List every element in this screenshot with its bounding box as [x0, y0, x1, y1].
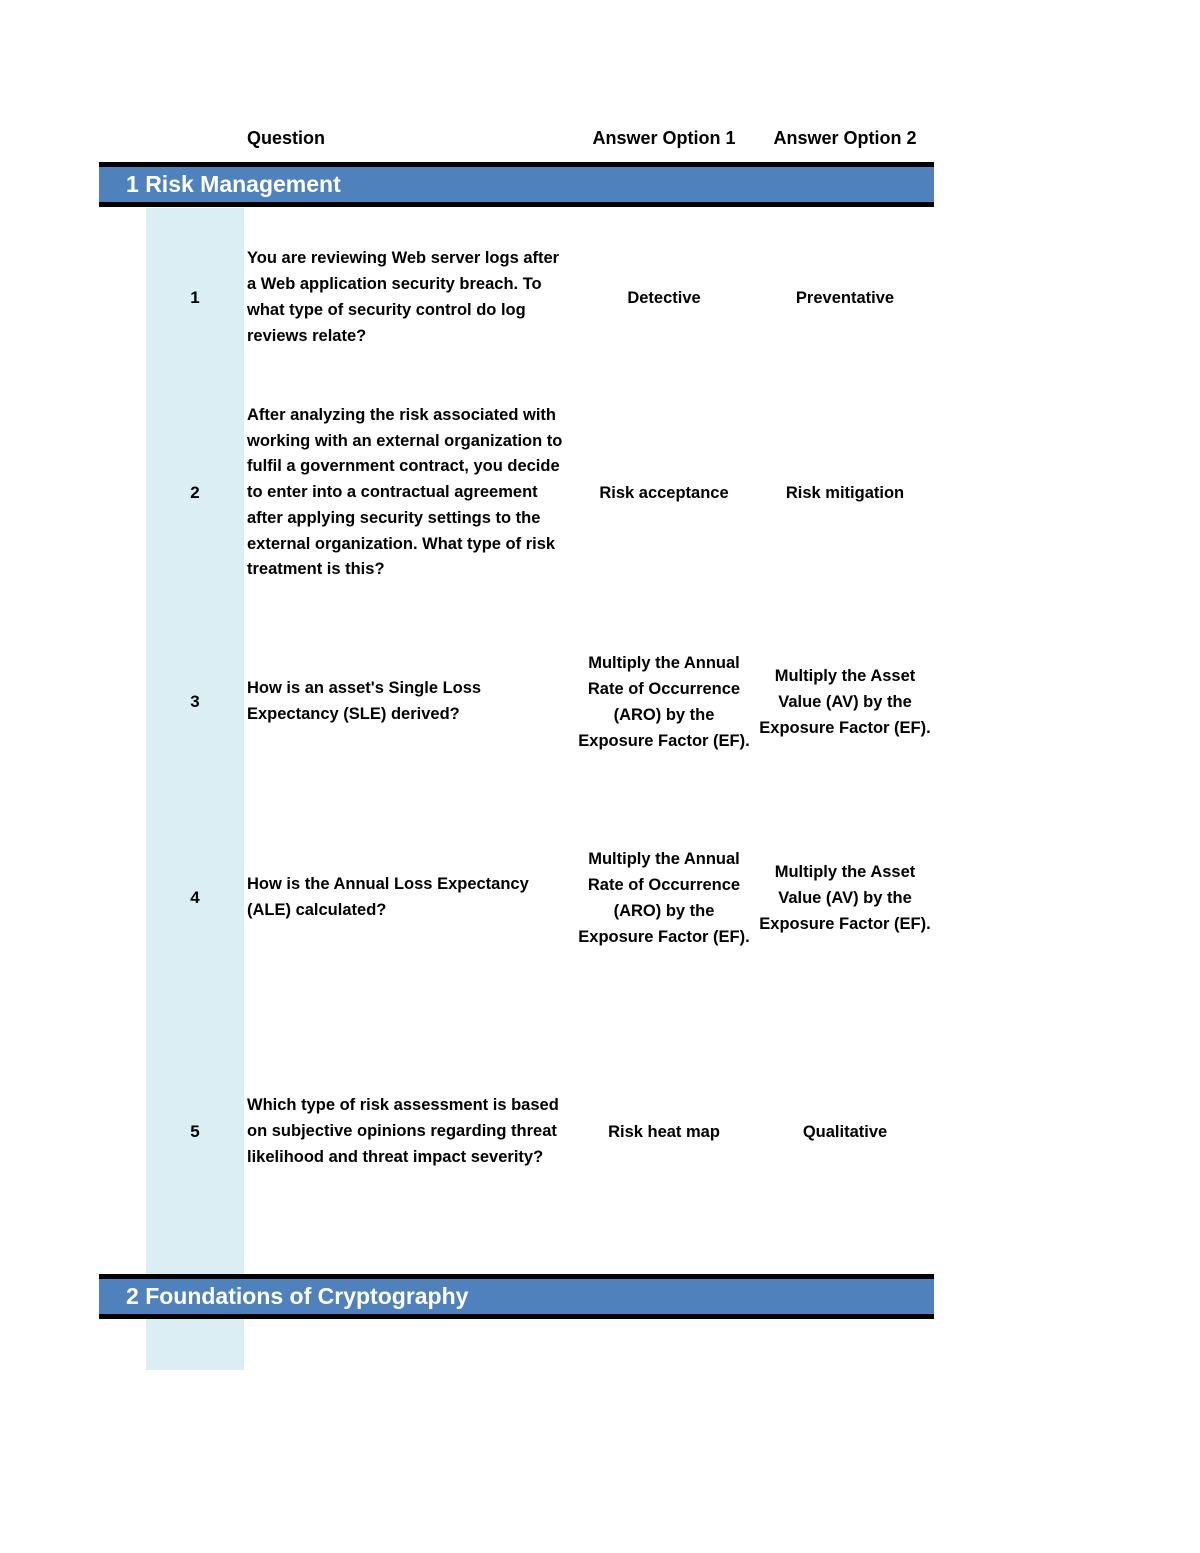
section-banner-risk-management — [99, 162, 934, 207]
table-row — [146, 1090, 934, 1174]
answer-option-2: Risk mitigation — [785, 484, 905, 502]
answer-option-2: Multiply the Asset Value (AV) by the Exposure Factor (EF). — [759, 863, 931, 933]
answer-option-2: Preventative — [795, 289, 895, 307]
question-text: How is the Annual Loss Expectancy (ALE) calculated? — [247, 875, 529, 919]
question-text: Which type of risk assessment is based on subjective opinions regarding threat likelihood and threat impact severity? — [247, 1096, 559, 1166]
question-number: 4 — [190, 888, 200, 907]
answer-option-2: Multiply the Asset Value (AV) by the Exposure Factor (EF). — [759, 667, 931, 737]
section-name: Risk Management — [145, 171, 341, 197]
section-name: Foundations of Cryptography — [145, 1283, 469, 1309]
column-header-answer-option-2: Answer Option 2 — [773, 128, 917, 148]
section-title — [126, 167, 341, 202]
question-number: 3 — [190, 692, 200, 711]
column-header-question: Question — [247, 128, 326, 148]
answer-option-1: Multiply the Annual Rate of Occurrence (ARO) by the Exposure Factor (EF). — [578, 654, 750, 750]
section-number: 1 — [126, 171, 139, 197]
section-title — [126, 1279, 468, 1314]
table-row — [146, 645, 934, 759]
question-number: 5 — [190, 1122, 200, 1141]
question-number: 1 — [190, 288, 200, 307]
number-column-background — [146, 208, 244, 1370]
answer-option-1: Multiply the Annual Rate of Occurrence (ARO) by the Exposure Factor (EF). — [578, 850, 750, 946]
section-number: 2 — [126, 1283, 139, 1309]
question-number: 2 — [190, 483, 200, 502]
table-row — [146, 402, 934, 584]
table-row — [146, 240, 934, 356]
question-text: After analyzing the risk associated with working with an external organization to fulfil a government contract, you decide to enter into a contractual agreement after applying security settings to the external organization. What type of risk treatment is this? — [247, 405, 563, 579]
question-text: How is an asset's Single Loss Expectancy (SLE) derived? — [247, 679, 482, 723]
question-text: You are reviewing Web server logs after a Web application security breach. To what type of security control do log reviews relate? — [247, 249, 560, 345]
answer-option-1: Risk acceptance — [599, 484, 729, 502]
column-header-answer-option-1: Answer Option 1 — [592, 128, 736, 148]
table-row — [146, 841, 934, 955]
section-banner-foundations-of-cryptography — [99, 1274, 934, 1319]
answer-option-1: Detective — [627, 289, 701, 307]
answer-option-2: Qualitative — [802, 1123, 888, 1141]
answer-option-1: Risk heat map — [608, 1123, 720, 1141]
